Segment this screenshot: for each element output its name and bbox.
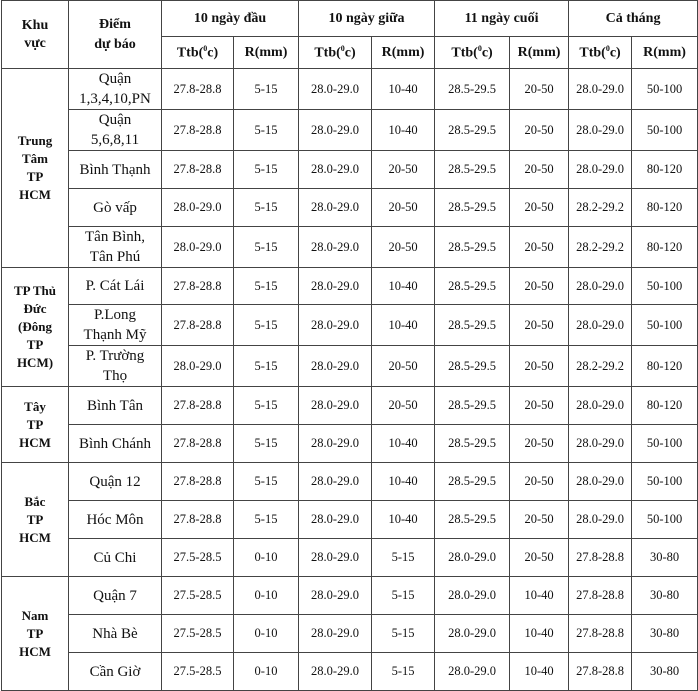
table-row: [2, 268, 698, 305]
rain-last-cell: 20-50: [510, 189, 569, 227]
region-cell: Nam TP HCM: [2, 577, 69, 691]
temp-last-cell: 28.0-29.0: [435, 615, 510, 653]
rain-mid-cell: 20-50: [372, 346, 435, 387]
rain-first-cell: 0-10: [234, 577, 299, 615]
rain-month-cell: 80-120: [632, 189, 698, 227]
rain-month-cell: 80-120: [632, 151, 698, 189]
rain-mid-cell: 5-15: [372, 653, 435, 691]
temp-first-cell: 27.8-28.8: [162, 110, 234, 151]
period-last-header: 11 ngày cuối: [435, 1, 569, 37]
temp-month-cell: 27.8-28.8: [569, 539, 632, 577]
temp-last-cell: 28.5-29.5: [435, 69, 510, 110]
period-mid-header: 10 ngày giữa: [299, 1, 435, 37]
rain-month-cell: 50-100: [632, 305, 698, 346]
temp-mid-cell: 28.0-29.0: [299, 387, 372, 425]
temp-mid-cell: 28.0-29.0: [299, 577, 372, 615]
temp-month-cell: 28.0-29.0: [569, 268, 632, 305]
rain-mid-cell: 5-15: [372, 615, 435, 653]
rain-last-cell: 20-50: [510, 151, 569, 189]
rain-month-cell: 80-120: [632, 387, 698, 425]
temp-first-cell: 27.8-28.8: [162, 69, 234, 110]
header-row-periods: [2, 1, 698, 37]
rain-last-cell: 20-50: [510, 501, 569, 539]
forecast-point-cell: P. Trường Thọ: [69, 346, 162, 387]
forecast-point-cell: Quận 7: [69, 577, 162, 615]
period-first-header: 10 ngày đầu: [162, 1, 299, 37]
temp-last-cell: 28.5-29.5: [435, 463, 510, 501]
temp-month-cell: 28.0-29.0: [569, 305, 632, 346]
rain-first-cell: 5-15: [234, 227, 299, 268]
rain-mid-cell: 10-40: [372, 463, 435, 501]
temp-last-cell: 28.5-29.5: [435, 387, 510, 425]
rain-first-cell: 5-15: [234, 501, 299, 539]
temp-mid-cell: 28.0-29.0: [299, 425, 372, 463]
temp-first-cell: 27.8-28.8: [162, 463, 234, 501]
rain-column-header: R(mm): [372, 37, 435, 69]
rain-mid-cell: 10-40: [372, 69, 435, 110]
temp-mid-cell: 28.0-29.0: [299, 268, 372, 305]
temp-first-cell: 27.8-28.8: [162, 268, 234, 305]
rain-last-cell: 20-50: [510, 387, 569, 425]
rain-mid-cell: 5-15: [372, 539, 435, 577]
temp-first-cell: 27.5-28.5: [162, 539, 234, 577]
forecast-point-cell: Củ Chi: [69, 539, 162, 577]
rain-mid-cell: 20-50: [372, 151, 435, 189]
rain-month-cell: 30-80: [632, 577, 698, 615]
temp-mid-cell: 28.0-29.0: [299, 110, 372, 151]
rain-first-cell: 5-15: [234, 346, 299, 387]
forecast-point-cell: Quận 1,3,4,10,PN: [69, 69, 162, 110]
rain-column-header: R(mm): [632, 37, 698, 69]
table-row: [2, 501, 698, 539]
rain-first-cell: 5-15: [234, 151, 299, 189]
temp-last-cell: 28.5-29.5: [435, 425, 510, 463]
temp-last-cell: 28.0-29.0: [435, 577, 510, 615]
rain-month-cell: 30-80: [632, 539, 698, 577]
rain-first-cell: 5-15: [234, 387, 299, 425]
table-row: [2, 463, 698, 501]
rain-first-cell: 5-15: [234, 69, 299, 110]
forecast-point-cell: Hóc Môn: [69, 501, 162, 539]
temp-last-cell: 28.5-29.5: [435, 110, 510, 151]
forecast-point-cell: P. Cát Lái: [69, 268, 162, 305]
temp-month-cell: 28.2-29.2: [569, 189, 632, 227]
rain-month-cell: 30-80: [632, 615, 698, 653]
table-body: [2, 69, 698, 691]
temp-month-cell: 27.8-28.8: [569, 653, 632, 691]
rain-mid-cell: 10-40: [372, 305, 435, 346]
temp-first-cell: 27.8-28.8: [162, 305, 234, 346]
table-row: [2, 387, 698, 425]
temp-mid-cell: 28.0-29.0: [299, 501, 372, 539]
temp-first-cell: 27.5-28.5: [162, 577, 234, 615]
rain-last-cell: 20-50: [510, 425, 569, 463]
temp-first-cell: 28.0-29.0: [162, 189, 234, 227]
table-row: [2, 425, 698, 463]
temp-column-header: Ttb($^0$c): [435, 37, 510, 69]
temp-month-cell: 28.0-29.0: [569, 110, 632, 151]
temp-mid-cell: 28.0-29.0: [299, 151, 372, 189]
temp-first-cell: 27.5-28.5: [162, 615, 234, 653]
temp-mid-cell: 28.0-29.0: [299, 227, 372, 268]
temp-month-cell: 28.0-29.0: [569, 501, 632, 539]
rain-last-cell: 20-50: [510, 268, 569, 305]
temp-month-cell: 27.8-28.8: [569, 577, 632, 615]
point-column-header: Điểm dự báo: [69, 1, 162, 69]
rain-first-cell: 0-10: [234, 539, 299, 577]
rain-month-cell: 30-80: [632, 653, 698, 691]
rain-last-cell: 20-50: [510, 227, 569, 268]
rain-month-cell: 80-120: [632, 346, 698, 387]
rain-last-cell: 20-50: [510, 463, 569, 501]
rain-last-cell: 20-50: [510, 69, 569, 110]
region-cell: Tây TP HCM: [2, 387, 69, 463]
temp-month-cell: 28.2-29.2: [569, 346, 632, 387]
rain-month-cell: 50-100: [632, 425, 698, 463]
temp-mid-cell: 28.0-29.0: [299, 69, 372, 110]
rain-mid-cell: 10-40: [372, 501, 435, 539]
rain-mid-cell: 10-40: [372, 425, 435, 463]
forecast-point-cell: Tân Bình, Tân Phú: [69, 227, 162, 268]
table-row: [2, 305, 698, 346]
forecast-point-cell: Quận 5,6,8,11: [69, 110, 162, 151]
temp-last-cell: 28.5-29.5: [435, 151, 510, 189]
forecast-table: [1, 0, 698, 691]
period-month-header: Cả tháng: [569, 1, 698, 37]
table-row: [2, 653, 698, 691]
rain-mid-cell: 20-50: [372, 227, 435, 268]
rain-mid-cell: 20-50: [372, 189, 435, 227]
forecast-point-cell: Bình Tân: [69, 387, 162, 425]
temp-first-cell: 28.0-29.0: [162, 227, 234, 268]
temp-mid-cell: 28.0-29.0: [299, 305, 372, 346]
table-row: [2, 110, 698, 151]
rain-last-cell: 20-50: [510, 305, 569, 346]
rain-first-cell: 5-15: [234, 110, 299, 151]
temp-last-cell: 28.0-29.0: [435, 653, 510, 691]
temp-mid-cell: 28.0-29.0: [299, 653, 372, 691]
temp-mid-cell: 28.0-29.0: [299, 346, 372, 387]
temp-last-cell: 28.5-29.5: [435, 305, 510, 346]
table-row: [2, 539, 698, 577]
temp-mid-cell: 28.0-29.0: [299, 539, 372, 577]
forecast-point-cell: Bình Thạnh: [69, 151, 162, 189]
rain-column-header: R(mm): [234, 37, 299, 69]
temp-column-header: Ttb($^0$c): [162, 37, 234, 69]
rain-first-cell: 0-10: [234, 615, 299, 653]
temp-last-cell: 28.5-29.5: [435, 268, 510, 305]
rain-column-header: R(mm): [510, 37, 569, 69]
rain-month-cell: 50-100: [632, 110, 698, 151]
rain-first-cell: 5-15: [234, 189, 299, 227]
rain-month-cell: 80-120: [632, 227, 698, 268]
rain-last-cell: 10-40: [510, 615, 569, 653]
rain-last-cell: 10-40: [510, 653, 569, 691]
region-cell: TP Thủ Đức (Đông TP HCM): [2, 268, 69, 387]
rain-month-cell: 50-100: [632, 268, 698, 305]
temp-last-cell: 28.5-29.5: [435, 501, 510, 539]
temp-last-cell: 28.5-29.5: [435, 189, 510, 227]
rain-mid-cell: 10-40: [372, 268, 435, 305]
temp-first-cell: 27.8-28.8: [162, 501, 234, 539]
temp-month-cell: 27.8-28.8: [569, 615, 632, 653]
rain-first-cell: 0-10: [234, 653, 299, 691]
table-row: [2, 346, 698, 387]
table-row: [2, 189, 698, 227]
rain-mid-cell: 5-15: [372, 577, 435, 615]
table-row: [2, 227, 698, 268]
rain-last-cell: 10-40: [510, 577, 569, 615]
forecast-point-cell: Bình Chánh: [69, 425, 162, 463]
temp-last-cell: 28.0-29.0: [435, 539, 510, 577]
forecast-point-cell: P.Long Thạnh Mỹ: [69, 305, 162, 346]
rain-mid-cell: 20-50: [372, 387, 435, 425]
rain-mid-cell: 10-40: [372, 110, 435, 151]
temp-month-cell: 28.2-29.2: [569, 227, 632, 268]
rain-first-cell: 5-15: [234, 268, 299, 305]
temp-month-cell: 28.0-29.0: [569, 151, 632, 189]
temp-first-cell: 27.5-28.5: [162, 653, 234, 691]
temp-month-cell: 28.0-29.0: [569, 387, 632, 425]
region-cell: Trung Tâm TP HCM: [2, 69, 69, 268]
table-row: [2, 615, 698, 653]
temp-first-cell: 27.8-28.8: [162, 425, 234, 463]
rain-last-cell: 20-50: [510, 346, 569, 387]
rain-first-cell: 5-15: [234, 463, 299, 501]
temp-mid-cell: 28.0-29.0: [299, 463, 372, 501]
temp-column-header: Ttb($^0$c): [569, 37, 632, 69]
forecast-point-cell: Cần Giờ: [69, 653, 162, 691]
temp-month-cell: 28.0-29.0: [569, 69, 632, 110]
rain-month-cell: 50-100: [632, 463, 698, 501]
rain-month-cell: 50-100: [632, 69, 698, 110]
temp-first-cell: 28.0-29.0: [162, 346, 234, 387]
temp-month-cell: 28.0-29.0: [569, 463, 632, 501]
rain-first-cell: 5-15: [234, 305, 299, 346]
forecast-point-cell: Quận 12: [69, 463, 162, 501]
table-row: [2, 577, 698, 615]
rain-last-cell: 20-50: [510, 110, 569, 151]
temp-column-header: Ttb($^0$c): [299, 37, 372, 69]
temp-first-cell: 27.8-28.8: [162, 387, 234, 425]
region-cell: Bắc TP HCM: [2, 463, 69, 577]
forecast-point-cell: Nhà Bè: [69, 615, 162, 653]
temp-first-cell: 27.8-28.8: [162, 151, 234, 189]
temp-mid-cell: 28.0-29.0: [299, 189, 372, 227]
rain-last-cell: 20-50: [510, 539, 569, 577]
table-row: [2, 151, 698, 189]
temp-last-cell: 28.5-29.5: [435, 227, 510, 268]
region-column-header: Khu vực: [2, 1, 69, 69]
rain-month-cell: 50-100: [632, 501, 698, 539]
forecast-point-cell: Gò vấp: [69, 189, 162, 227]
temp-last-cell: 28.5-29.5: [435, 346, 510, 387]
temp-mid-cell: 28.0-29.0: [299, 615, 372, 653]
rain-first-cell: 5-15: [234, 425, 299, 463]
temp-month-cell: 28.0-29.0: [569, 425, 632, 463]
table-row: [2, 69, 698, 110]
